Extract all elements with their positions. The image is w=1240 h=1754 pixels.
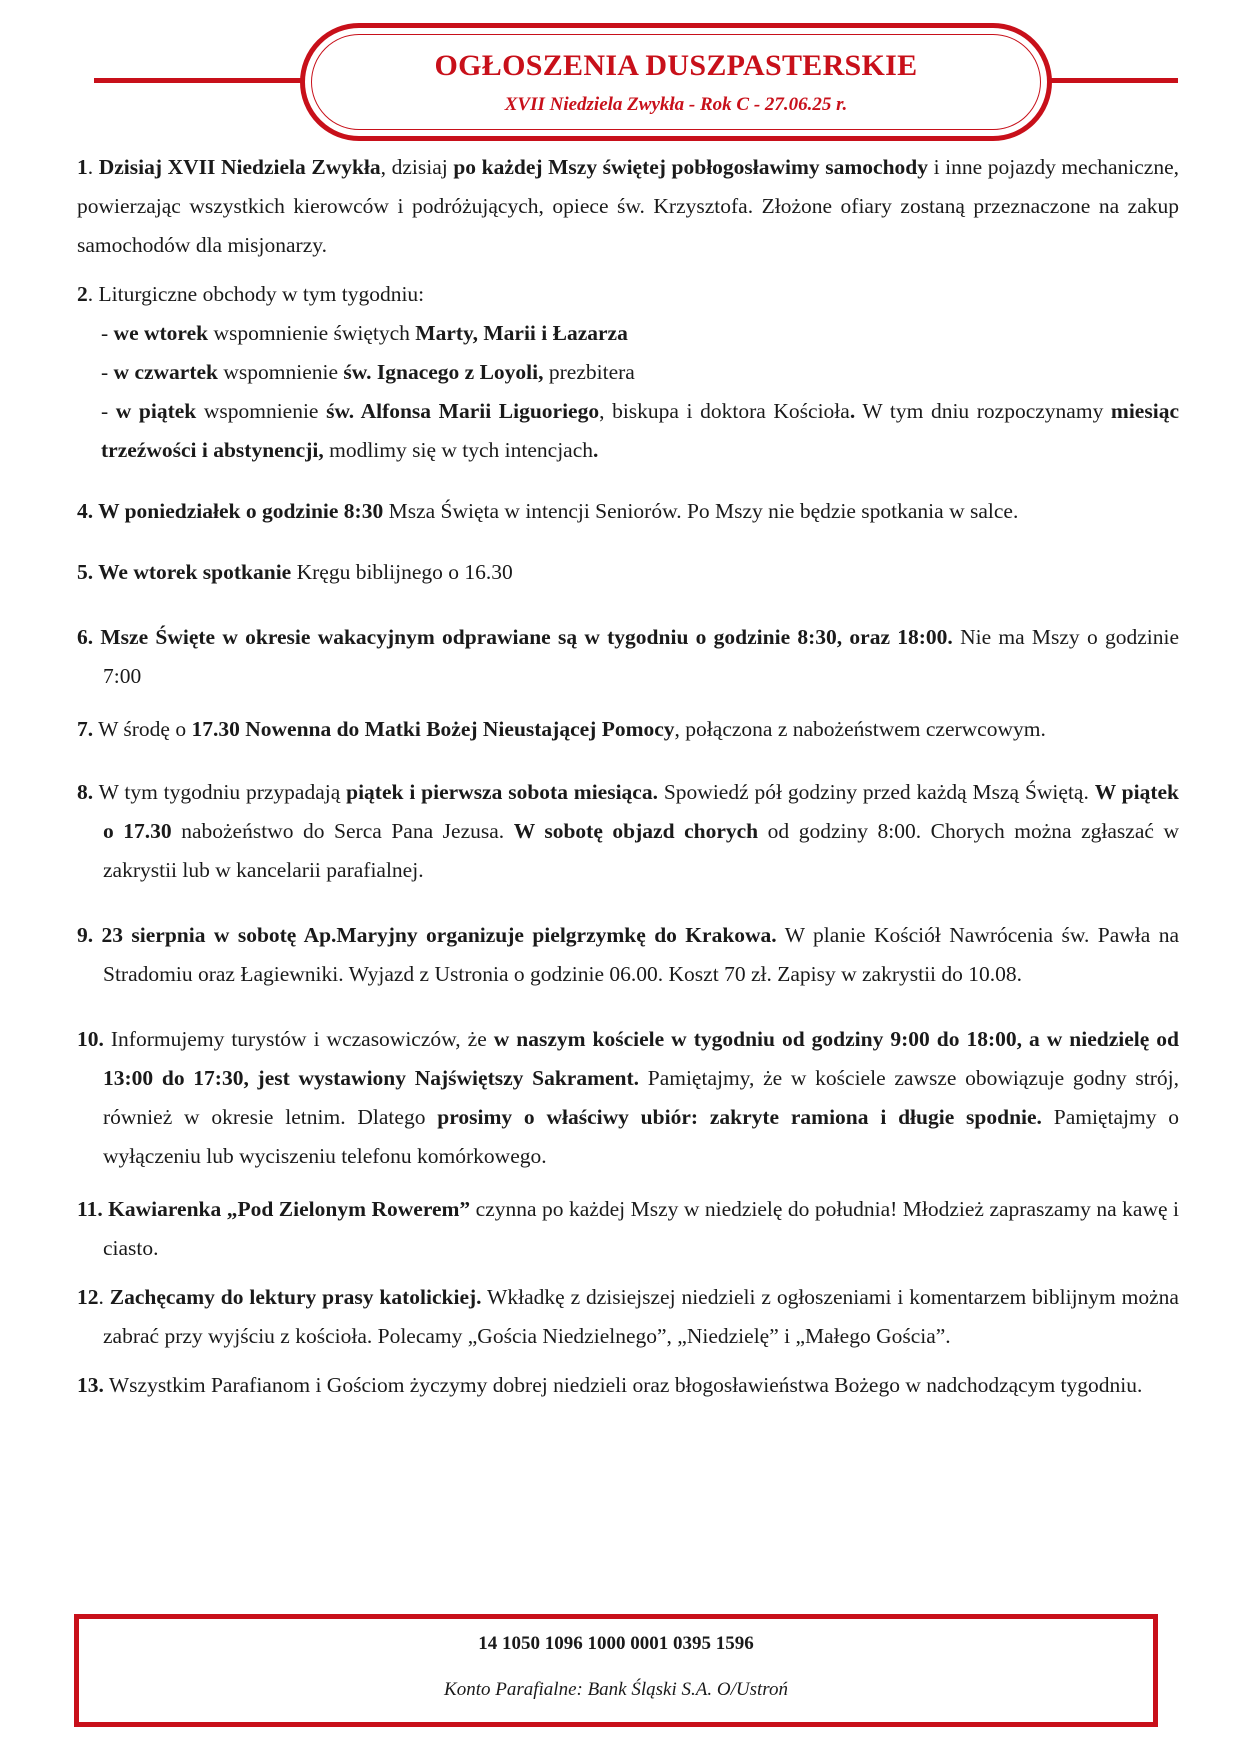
- announcement-1: 1. Dzisiaj XVII Niedziela Zwykła, dzisiaj po każdej Mszy świętej pobłogosławimy samochody i inne pojazdy mechaniczne, powierzając wszystkich kierowców i podróżujących, opiece św. Krzysztofa. Złożone ofiary zostaną przeznaczone na zakup samochodów dla misjonarzy.: [77, 155, 1180, 257]
- announcement-6: 6. Msze Święte w okresie wakacyjnym odprawiane są w tygodniu o godzinie 8:30, oraz 18:00. Nie ma Mszy o godzinie 7:00: [77, 625, 1179, 688]
- announcement-12: 12. Zachęcamy do lektury prasy katolickiej. Wkładkę z dzisiejszej niedzieli z ogłoszeniami i komentarzem biblijnym można zabrać przy wyjściu z kościoła. Polecamy „Gościa Niedzielnego”, „Niedzielę” i „Małego Gościa”.: [77, 1285, 1179, 1348]
- announcement-8: 8. W tym tygodniu przypadają piątek i pierwsza sobota miesiąca. Spowiedź pół godziny przed każdą Mszą Świętą. W piątek o 17.30 nabożeństwo do Serca Pana Jezusa. W sobotę objazd chorych od godziny 8:00. Chorych można zgłaszać w zakrystii lub w kancelarii parafialnej.: [77, 780, 1180, 882]
- announcements: [77, 148, 1179, 1405]
- liturgy-friday: - w piątek wspomnienie św. Alfonsa Marii Liguoriego, biskupa i doktora Kościoła. W tym dniu rozpoczynamy miesiąc trzeźwości i abstynencji, modlimy się w tych intencjach.: [101, 399, 1179, 462]
- announcement-4: 4. W poniedziałek o godzinie 8:30 Msza Święta w intencji Seniorów. Po Mszy nie będzie spotkania w salce.: [77, 499, 1019, 523]
- account-number: 14 1050 1096 1000 0001 0395 1596: [478, 1633, 754, 1654]
- header-rule-left: [94, 78, 304, 83]
- announcement-13: 13. Wszystkim Parafianom i Gościom życzymy dobrej niedzieli oraz błogosławieństwa Bożego w nadchodzącym tygodniu.: [77, 1373, 1143, 1397]
- announcement-10: 10. Informujemy turystów i wczasowiczów, że w naszym kościele w tygodniu od godziny 9:00 do 18:00, a w niedzielę od 13:00 do 17:30, jest wystawiony Najświętszy Sakrament. Pamiętajmy, że w kościele zawsze obowiązuje godny strój, również w okresie letnim. Dlatego prosimy o właściwy ubiór: zakryte ramiona i długie spodnie. Pamiętajmy o wyłączeniu lub wyciszeniu telefonu komórkowego.: [77, 1027, 1179, 1168]
- page-title: OGŁOSZENIA DUSZPASTERSKIE: [434, 49, 918, 82]
- announcement-2: 2. Liturgiczne obchody w tym tygodniu: - we wtorek wspomnienie świętych Marty, Marii i Łazarza - w czwartek wspomnienie św. Ignacego z Loyoli, prezbitera - w piątek wspomnienie św. Alfonsa Marii Liguoriego, biskupa i doktora Kościoła. W tym dniu rozpoczynamy miesiąc trzeźwości i abstynencji, modlimy się w tych intencjach.: [77, 275, 1179, 470]
- announcement-11: 11. Kawiarenka „Pod Zielonym Rowerem” czynna po każdej Mszy w niedzielę do południa! Młodzież zapraszamy na kawę i ciasto.: [77, 1197, 1179, 1260]
- header-rule-right: [1050, 78, 1178, 83]
- page-subtitle: XVII Niedziela Zwykła - Rok C - 27.06.25 r.: [504, 94, 848, 115]
- bank-name: Konto Parafialne: Bank Śląski S.A. O/Ustroń: [444, 1679, 788, 1700]
- bank-account-box: [74, 1614, 1158, 1727]
- announcement-5: 5. We wtorek spotkanie Kręgu biblijnego o 16.30: [77, 560, 513, 584]
- announcement-9: 9. 23 sierpnia w sobotę Ap.Maryjny organizuje pielgrzymkę do Krakowa. W planie Kościół Nawrócenia św. Pawła na Stradomiu oraz Łagiewniki. Wyjazd z Ustronia o godzinie 06.00. Koszt 70 zł. Zapisy w zakrystii do 10.08.: [77, 923, 1179, 986]
- liturgy-thursday: - w czwartek wspomnienie św. Ignacego z Loyoli, prezbitera: [101, 360, 635, 384]
- header-banner: [300, 23, 1052, 141]
- announcement-7: 7. W środę o 17.30 Nowenna do Matki Bożej Nieustającej Pomocy, połączona z nabożeństwem czerwcowym.: [77, 717, 1046, 741]
- liturgy-tuesday: - we wtorek wspomnienie świętych Marty, Marii i Łazarza: [101, 321, 628, 345]
